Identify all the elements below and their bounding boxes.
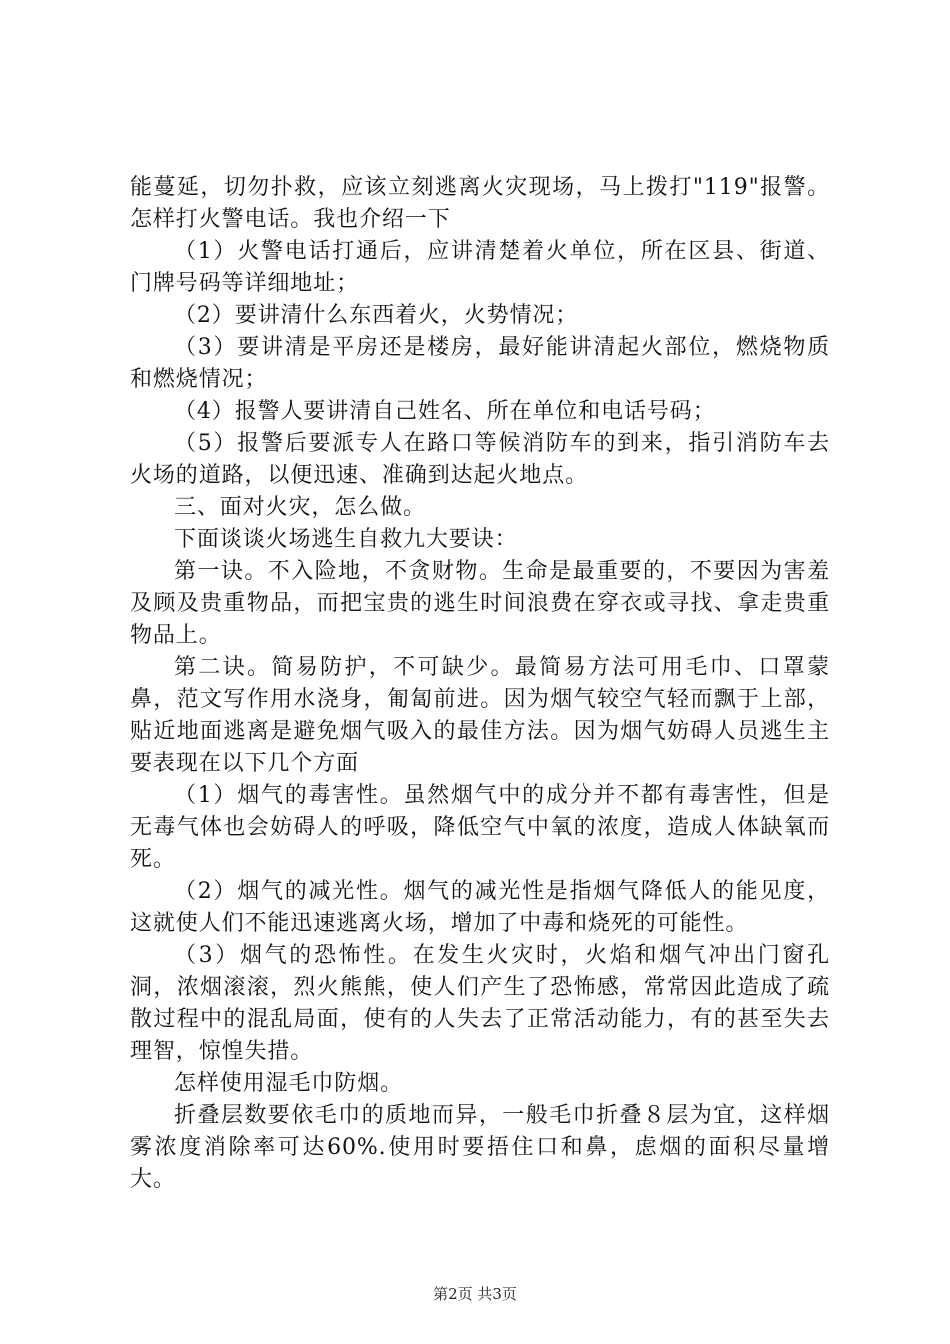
page-number-footer: 第2页 共3页 — [433, 1285, 517, 1303]
paragraph-tip-2: 第二诀。简易防护，不可缺少。最简易方法可用毛巾、口罩蒙鼻，范文写作用水浇身，匍匐前进。因为烟气较空气轻而飘于上部，贴近地面逃离是避免烟气吸入的最佳方法。因为烟气妨碍人员逃生主要表现在以下几个方面 — [130, 655, 830, 776]
paragraph-call-step-3: （3）要讲清是平房还是楼房，最好能讲清起火部位，燃烧物质和燃烧情况； — [130, 335, 830, 392]
paragraph-smoke-visibility: （2）烟气的减光性。烟气的减光性是指烟气降低人的能见度，这就使人们不能迅速逃离火场，增加了中毒和烧死的可能性。 — [130, 879, 830, 936]
paragraph-smoke-panic: （3）烟气的恐怖性。在发生火灾时，火焰和烟气冲出门窗孔洞，浓烟滚滚，烈火熊熊，使人们产生了恐怖感，常常因此造成了疏散过程中的混乱局面，使有的人失去了正常活动能力，有的甚至失去理智，惊惶失措。 — [130, 943, 830, 1064]
paragraph-wet-towel-usage: 折叠层数要依毛巾的质地而异，一般毛巾折叠８层为宜，这样烟雾浓度消除率可达60%.使用时要捂住口和鼻，虑烟的面积尽量增大。 — [130, 1103, 830, 1192]
paragraph-call-step-1: （1）火警电话打通后，应讲清楚着火单位，所在区县、街道、门牌号码等详细地址； — [130, 239, 830, 296]
paragraph-call-step-2: （2）要讲清什么东西着火，火势情况； — [174, 303, 579, 328]
paragraph-call-step-5: （5）报警后要派专人在路口等候消防车的到来，指引消防车去火场的道路，以便迅速、准确到达起火地点。 — [130, 431, 830, 488]
paragraph-tip-1: 第一诀。不入险地，不贪财物。生命是最重要的，不要因为害羞及顾及贵重物品，而把宝贵的逃生时间浪费在穿衣或寻找、拿走贵重物品上。 — [130, 559, 830, 648]
document-body — [130, 172, 830, 1196]
paragraph-smoke-toxicity: （1）烟气的毒害性。虽然烟气中的成分并不都有毒害性，但是无毒气体也会妨碍人的呼吸，降低空气中氧的浓度，造成人体缺氧而死。 — [130, 783, 830, 872]
paragraph-call-step-4: （4）报警人要讲清自己姓名、所在单位和电话号码； — [174, 399, 716, 424]
paragraph-intro-tips: 下面谈谈火场逃生自救九大要诀： — [174, 527, 518, 552]
paragraph-wet-towel-heading: 怎样使用湿毛巾防烟。 — [174, 1071, 404, 1096]
section-heading-3: 三、面对火灾，怎么做。 — [174, 495, 426, 520]
paragraph-continuation: 能蔓延，切勿扑救，应该立刻逃离火灾现场，马上拨打"119"报警。怎样打火警电话。我也介绍一下 — [130, 175, 830, 232]
